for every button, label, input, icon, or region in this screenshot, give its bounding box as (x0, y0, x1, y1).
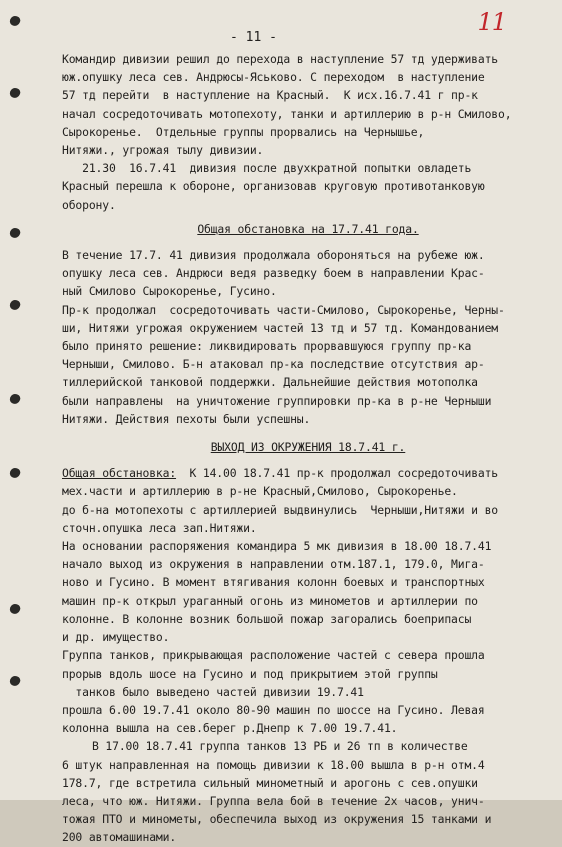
text-line: Сырокоренье. Отдельные группы прорвались на Чернышье, (62, 124, 425, 139)
text-line: ши, Нитяжи угрожая окружением частей 13 тд и 57 тд. Командованием (62, 320, 499, 335)
text-line: начал сосредоточивать мотопехоту, танки и артиллерию в р-н Смилово, (62, 106, 512, 121)
section-heading: Общая обстановка на 17.7.41 года. (197, 221, 419, 236)
binding-hole (9, 675, 22, 688)
binding-hole (9, 227, 22, 240)
text-line: 21.30 16.7.41 дивизия после двухкратной попытки овладеть (62, 161, 472, 176)
text-block (62, 246, 554, 428)
binding-hole (9, 299, 22, 312)
situation-block (62, 464, 554, 482)
text-line: Черныши, Смилово. Б-н атаковал пр-ка последствие отсутствия ар- (62, 357, 485, 372)
text-line: Группа танков, прикрывающая расположение частей с севера прошла (62, 648, 485, 663)
text-line: 57 тд перейти в наступление на Красный. К исх.16.7.41 г пр-к (62, 88, 478, 103)
text-line: были направлены на уничтожение группировки пр-ка в р-не Черныши (62, 393, 492, 408)
section-heading: ВЫХОД ИЗ ОКРУЖЕНИЯ 18.7.41 г. (210, 440, 406, 455)
text-block (62, 50, 554, 214)
text-line: начало выход из окружения в направлении отм.187.1, 179.0, Мига- (62, 557, 485, 572)
text-line: ново и Гусино. В момент втягивания колонн боевых и транспортных (62, 575, 485, 590)
binding-holes (0, 0, 40, 800)
text-line: В 17.00 18.7.41 группа танков 13 РБ и 26 тп в количестве (92, 739, 468, 754)
text-line: На основании распоряжения командира 5 мк дивизия в 18.00 18.7.41 (62, 539, 492, 554)
text-line: В течение 17.7. 41 дивизия продолжала обороняться на рубеже юж. (62, 248, 485, 263)
text-line: Командир дивизии решил до перехода в наступление 57 тд удерживать (62, 52, 499, 66)
text-line: сточн.опушка леса зап.Нитяжи. (62, 520, 257, 535)
binding-hole (9, 15, 22, 28)
text-line: было принято решение: ликвидировать прорвавшуюся группу пр-ка (62, 339, 472, 354)
text-line: 6 штук направленная на помощь дивизии к 18.00 вышла в р-н отм.4 (62, 757, 485, 772)
text-block (62, 482, 554, 846)
text-line: юж.опушку леса сев. Андрюсы-Яськово. С переходом в наступление (62, 70, 485, 85)
text-line: прорыв вдоль шосе на Гусино и под прикрытием этой группы (62, 666, 438, 681)
text-line: опушку леса сев. Андрюси ведя разведку боем в направлении Крас- (62, 266, 485, 281)
situation-label: Общая обстановка: (62, 466, 177, 481)
text-line: оборону. (62, 197, 116, 212)
text-line: ный Смилово Сырокоренье, Гусино. (62, 284, 277, 299)
text-line: К 14.00 18.7.41 пр-к продолжал сосредоточивать (176, 466, 499, 481)
binding-hole (9, 603, 22, 616)
text-line: тиллерийской танковой поддержки. Дальнейшие действия мотополка (62, 375, 478, 390)
text-line: Пр-к продолжал сосредоточивать части-Смилово, Сырокоренье, Черны- (62, 302, 505, 317)
text-line: колонна вышла на сев.берег р.Днепр к 7.00 19.7.41. (62, 721, 398, 736)
text-line: тожая ПТО и минометы, обеспечила выход из окружения 15 танками и (62, 812, 492, 827)
handwritten-page-number: 11 (477, 8, 506, 36)
text-line: леса, что юж. Нитяжи. Группа вела бой в течение 2х часов, унич- (62, 793, 485, 808)
text-line: мех.части и артиллерию в р-не Красный,Смилово, Сырокоренье. (62, 484, 458, 499)
text-line: Нитяжи., угрожая тылу дивизии. (62, 143, 264, 158)
text-line: 200 автомашинами. (62, 830, 177, 845)
text-line: танков было выведено частей дивизии 19.7.41 (62, 684, 364, 699)
page-number: - 11 - (230, 30, 277, 45)
text-line: колонне. В колонне возник большой пожар загорались боеприпасы (62, 611, 472, 626)
binding-hole (9, 87, 22, 100)
text-line: до б-на мотопехоты с артиллерией выдвинулись Черныши,Нитяжи и во (62, 502, 499, 517)
text-line: Нитяжи. Действия пехоты были успешны. (62, 411, 311, 426)
binding-hole (9, 393, 22, 406)
text-line: и др. имущество. (62, 630, 170, 645)
document-body (62, 50, 554, 847)
text-line: 178.7, где встретила сильный минометный и арогонь с сев.опушки (62, 775, 478, 790)
text-line: Красный перешла к обороне, организовав круговую противотанковую (62, 179, 485, 194)
text-line: прошла 6.00 19.7.41 около 80-90 машин по шоссе на Гусино. Левая (62, 702, 485, 717)
binding-hole (9, 467, 22, 480)
text-line: машин пр-к открыл ураганный огонь из минометов и артиллерии по (62, 593, 478, 608)
